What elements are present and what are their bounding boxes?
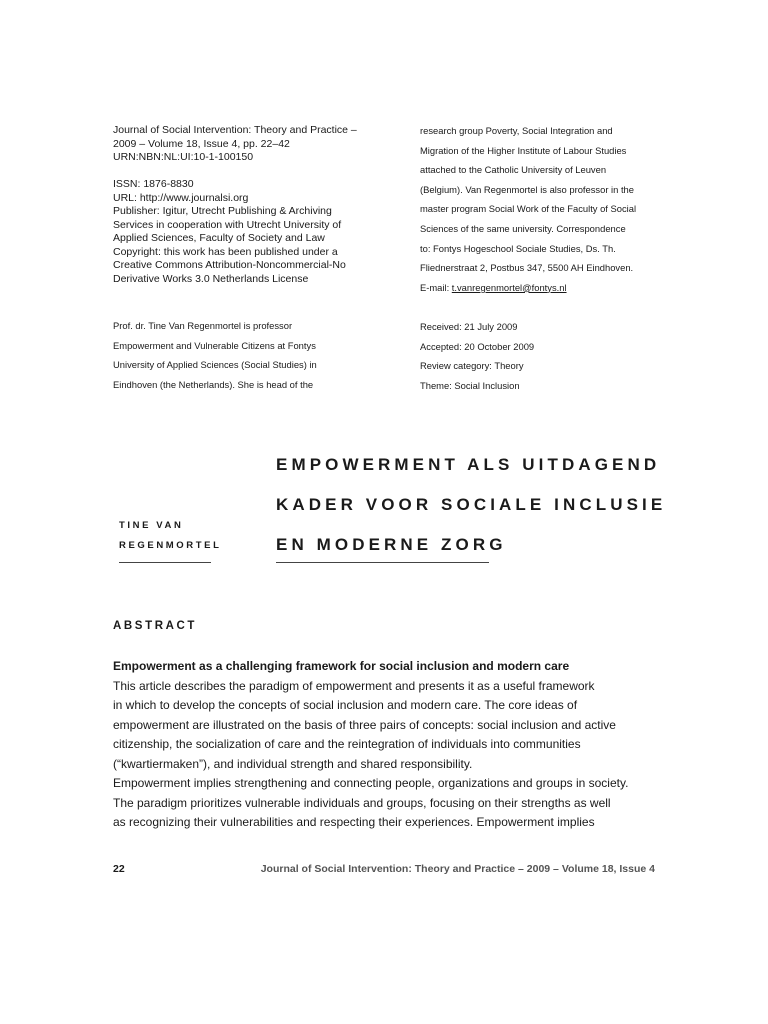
abstract-line: as recognizing their vulnerabilities and respecting their experiences. Empowerment implies bbox=[113, 815, 595, 829]
pubinfo-line: Derivative Works 3.0 Netherlands License bbox=[113, 272, 309, 285]
review-category: Review category: Theory bbox=[420, 360, 524, 372]
pubinfo-line: 2009 – Volume 18, Issue 4, pp. 22–42 bbox=[113, 137, 290, 150]
bio-line: University of Applied Sciences (Social Studies) in bbox=[113, 359, 317, 371]
author-line: REGENMORTEL bbox=[119, 540, 222, 551]
abstract-line: The paradigm prioritizes vulnerable individuals and groups, focusing on their strengths as well bbox=[113, 795, 611, 810]
publication-info bbox=[113, 124, 403, 286]
abstract-subtitle: Empowerment as a challenging framework for social inclusion and modern care bbox=[113, 659, 570, 673]
email-line bbox=[420, 278, 680, 298]
abstract-line: This article describes the paradigm of empowerment and presents it as a useful framework bbox=[113, 678, 595, 693]
author-line: TINE VAN bbox=[119, 520, 184, 531]
journal-url[interactable]: URL: http://www.journalsi.org bbox=[113, 191, 249, 204]
bio-line: Fliednerstraat 2, Postbus 347, 5500 AH Eindhoven. bbox=[420, 262, 634, 274]
pubinfo-line: Creative Commons Attribution-Noncommercial-No bbox=[113, 259, 346, 271]
title-line: KADER VOOR SOCIALE INCLUSIE bbox=[276, 495, 667, 514]
bio-line: (Belgium). Van Regenmortel is also professor in the bbox=[420, 183, 634, 195]
bio-line: Empowerment and Vulnerable Citizens at Fontys bbox=[113, 339, 316, 351]
received-date: Received: 21 July 2009 bbox=[420, 321, 518, 332]
bio-line: to: Fontys Hogeschool Sociale Studies, Ds. Th. bbox=[420, 242, 616, 254]
issn: ISSN: 1876-8830 bbox=[113, 178, 194, 190]
bio-line: research group Poverty, Social Integration and bbox=[420, 125, 613, 136]
abstract-line: (“kwartiermaken”), and individual strength and shared responsibility. bbox=[113, 756, 473, 771]
pubinfo-line: URN:NBN:NL:UI:10-1-100150 bbox=[113, 151, 254, 163]
bio-line: Migration of the Higher Institute of Labour Studies bbox=[420, 144, 627, 156]
pubinfo-line: Services in cooperation with Utrecht University of bbox=[113, 218, 342, 231]
article-dates bbox=[420, 317, 680, 395]
abstract-line: citizenship, the socialization of care and the reintegration of individuals into communities bbox=[113, 737, 581, 751]
bio-line: master program Social Work of the Faculty of Social bbox=[420, 203, 637, 215]
bio-line: Prof. dr. Tine Van Regenmortel is professor bbox=[113, 320, 293, 331]
email-link[interactable]: t.vanregenmortel@fontys.nl bbox=[451, 281, 567, 293]
theme: Theme: Social Inclusion bbox=[420, 379, 520, 391]
abstract-line: empowerment are illustrated on the basis of three pairs of concepts: social inclusion and active bbox=[113, 717, 616, 732]
article-title bbox=[276, 445, 716, 565]
pubinfo-line: Publisher: Igitur, Utrecht Publishing & Archiving bbox=[113, 205, 332, 217]
footer-journal: Journal of Social Intervention: Theory and Practice – 2009 – Volume 18, Issue 4 bbox=[260, 863, 655, 875]
pubinfo-line: Copyright: this work has been published under a bbox=[113, 245, 338, 258]
abstract-line: Empowerment implies strengthening and connecting people, organizations and groups in society. bbox=[113, 776, 629, 790]
bio-line: Eindhoven (the Netherlands). She is head of the bbox=[113, 378, 314, 390]
abstract-body bbox=[113, 657, 673, 833]
title-line: EMPOWERMENT ALS UITDAGEND bbox=[276, 455, 661, 474]
email-label: E-mail: bbox=[420, 281, 452, 293]
accepted-date: Accepted: 20 October 2009 bbox=[420, 340, 535, 352]
bio-line: attached to the Catholic University of Leuven bbox=[420, 164, 607, 176]
title-rule bbox=[276, 562, 489, 563]
author-rule bbox=[119, 562, 211, 563]
author-bio-left bbox=[113, 316, 403, 394]
abstract-heading: ABSTRACT bbox=[113, 620, 198, 632]
author-bio-right bbox=[420, 121, 680, 297]
article-author bbox=[119, 516, 239, 556]
pubinfo-line: Applied Sciences, Faculty of Society and Law bbox=[113, 232, 325, 244]
title-line: EN MODERNE ZORG bbox=[276, 535, 507, 554]
pubinfo-line: Journal of Social Intervention: Theory and Practice – bbox=[113, 124, 357, 136]
abstract-line: in which to develop the concepts of social inclusion and modern care. The core ideas of bbox=[113, 698, 578, 712]
page-number: 22 bbox=[113, 863, 125, 875]
bio-line: Sciences of the same university. Correspondence bbox=[420, 222, 626, 234]
